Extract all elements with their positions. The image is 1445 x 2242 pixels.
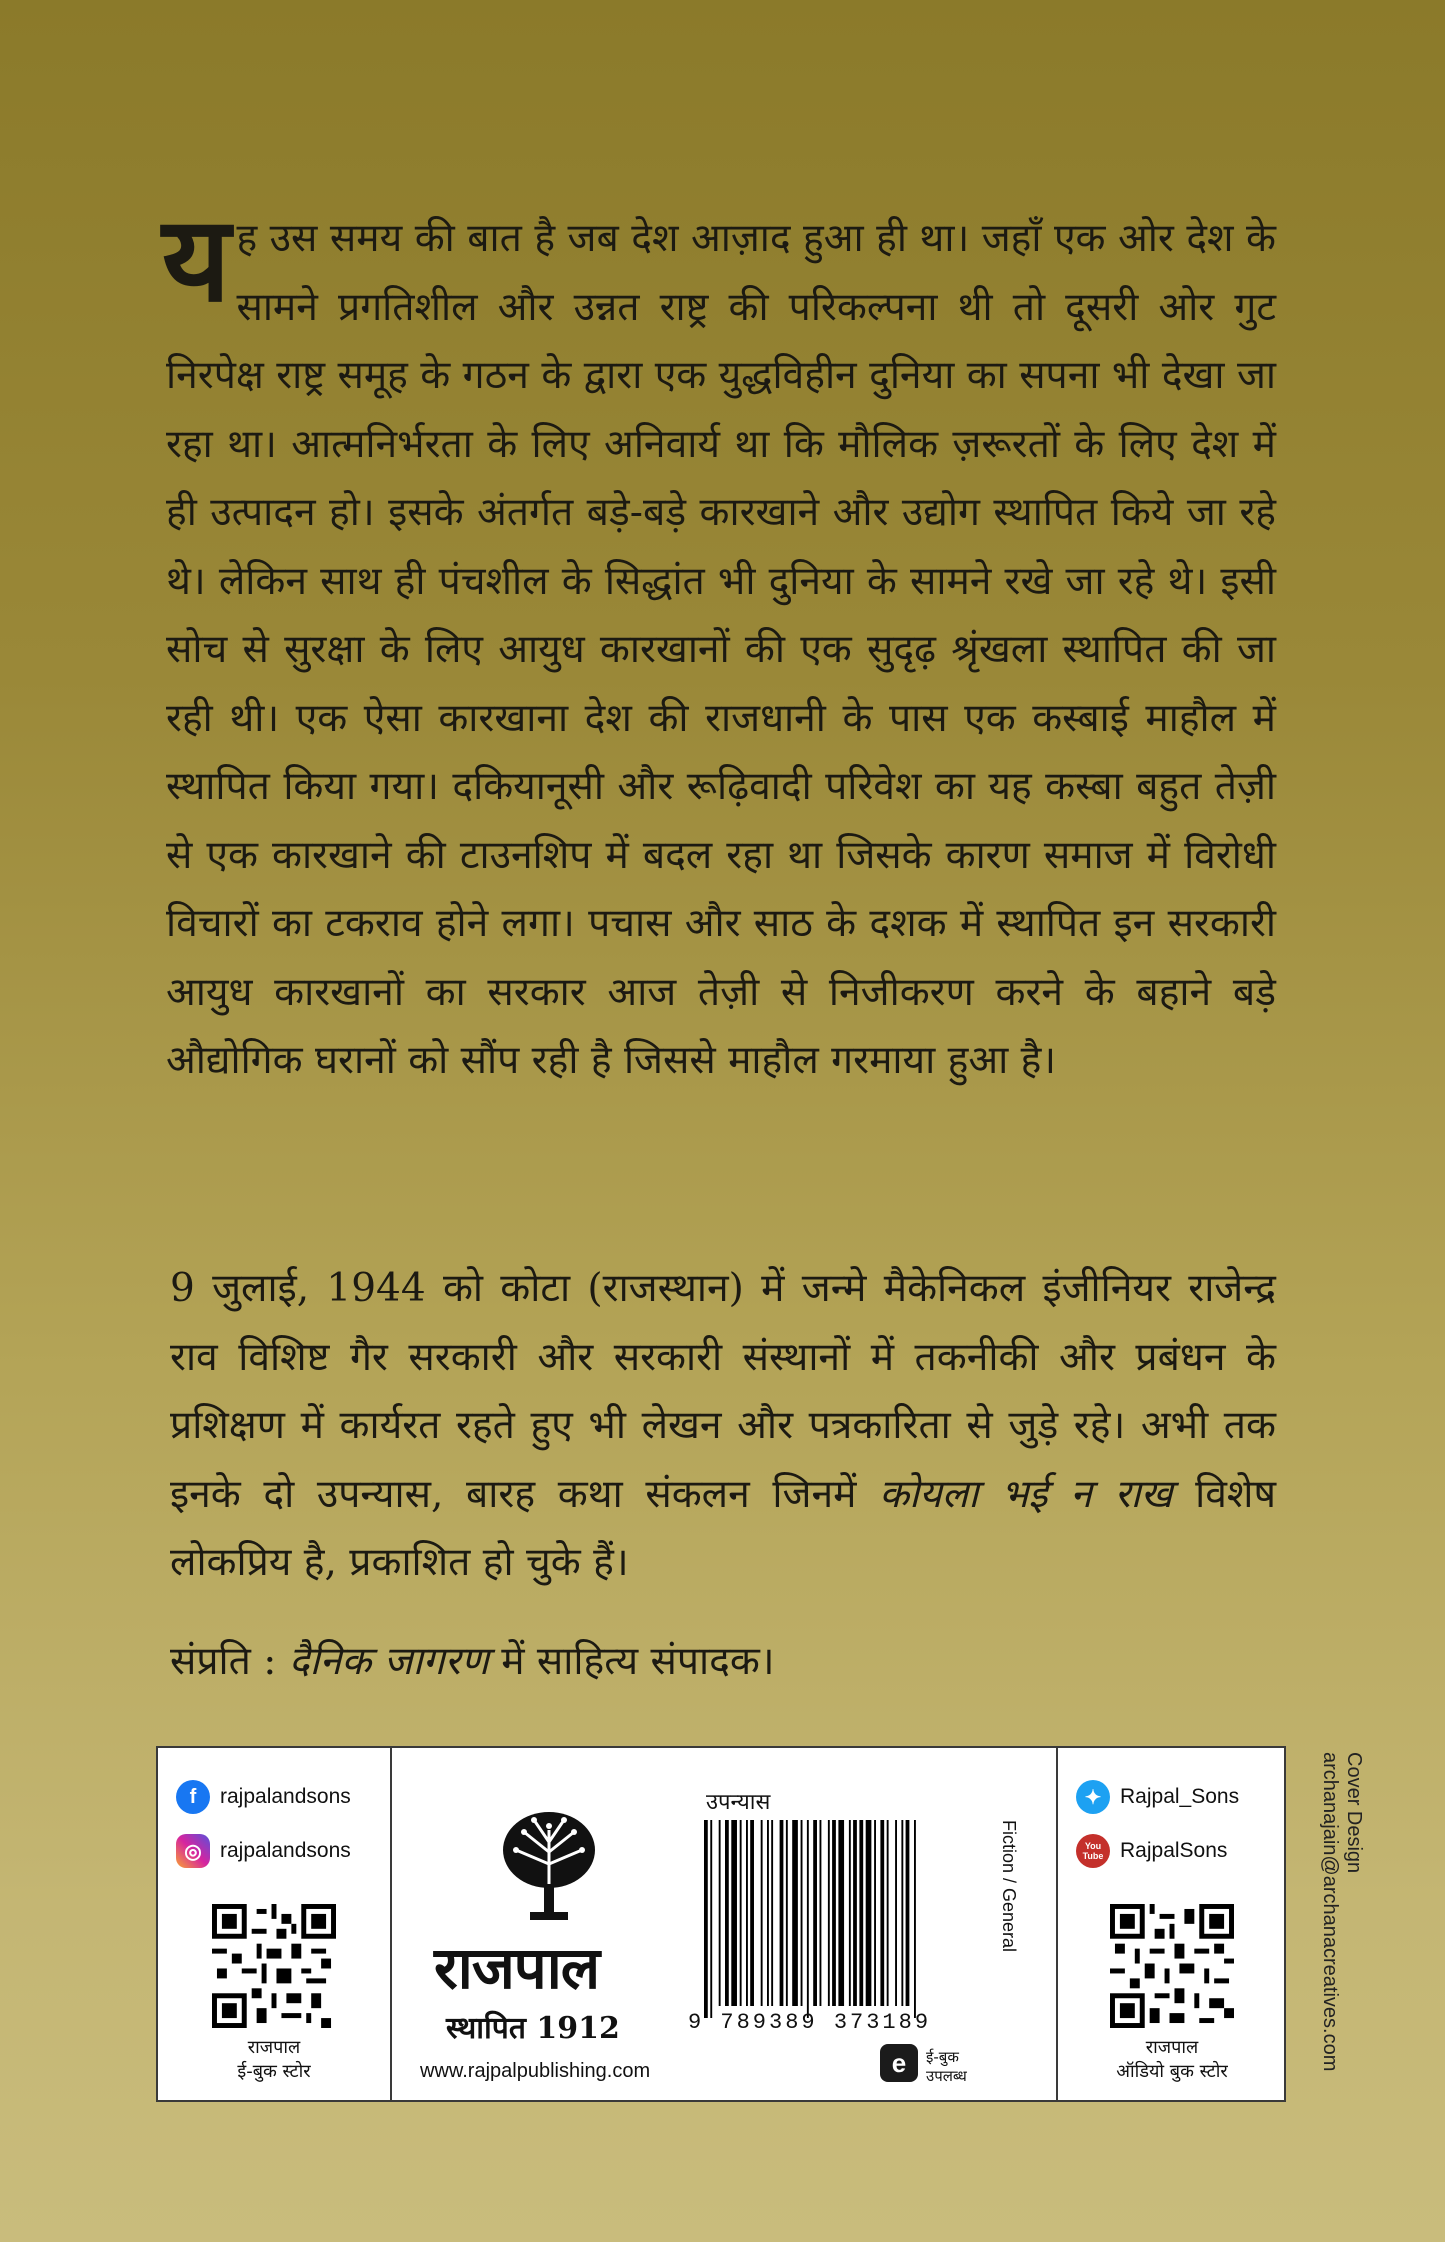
right-social-column [1056,1748,1286,2100]
newspaper-name: दैनिक जागरण [288,1639,489,1684]
blurb-text: ह उस समय की बात है जब देश आज़ाद हुआ ही था। जहाँ एक ओर देश के सामने प्रगतिशील और उन्नत राष्ट्र की परिकल्पना थी तो दूसरी ओर गुट निरपेक्ष राष्ट्र समूह के गठन के द्वारा एक युद्धविहीन दुनिया का सपना भी देखा जा रहा था। आत्मनिर्भरता के लिए अनिवार्य था कि मौलिक ज़रूरतों के लिए देश में ही उत्पादन हो। इसके अंतर्गत बड़े-बड़े कारखाने और उद्योग स्थापित किये जा रहे थे। लेकिन साथ ही पंचशील के सिद्धांत भी दुनिया के सामने रखे जा रहे थे। इसी सोच से सुरक्षा के लिए आयुध कारखानों की एक सुदृढ़ श्रृंखला स्थापित की जा रही थी। एक ऐसा कारखाना देश की राजधानी के पास एक कस्बाई माहौल में स्थापित किया गया। दकियानूसी और रूढ़िवादी परिवेश का यह कस्बा बहुत तेज़ी से एक कारखाने की टाउनशिप में बदल रहा था जिसके कारण समाज में विरोधी विचारों का टकराव होने लगा। पचास और साठ के दशक में स्थापित इन सरकारी आयुध कारखानों का सरकार आज तेज़ी से निजीकरण करने के बहाने बड़े औद्योगिक घरानों को सौंप रही है जिससे माहौल गरमाया हुआ है। [166,216,1276,1083]
publisher-panel [156,1746,1286,2102]
drop-cap: य [162,190,231,328]
instagram-handle: rajpalandsons [220,1839,351,1862]
twitter-icon: ✦ [1076,1780,1110,1814]
cover-design-credit [1318,1752,1366,2071]
publisher-established: स्थापित 1912 [446,2011,620,2046]
instagram-icon: ◎ [176,1834,210,1868]
current-prefix: संप्रति : [170,1639,277,1684]
audiobook-store-caption [1058,2036,1286,2084]
book-title-italic: कोयला भई न राख [879,1471,1173,1517]
publisher-website-link[interactable]: www.rajpalpublishing.com [420,2060,651,2082]
ebook-label-line: उपलब्ध [926,2067,967,2085]
credit-email: archanajain@archanacreatives.com [1319,1752,1341,2072]
instagram-link[interactable] [176,1834,351,1868]
caption-line: राजपाल [1145,2037,1199,2058]
ebook-store-caption [158,2036,390,2084]
youtube-handle: RajpalSons [1120,1839,1228,1862]
author-bio-text: 9 जुलाई, 1944 को कोटा (राजस्थान) में जन्मे मैकेनिकल इंजीनियर राजेन्द्र राव विशिष्ट गैर सरकारी और सरकारी संस्थानों में तकनीकी और प्रबंधन के प्रशिक्षण में कार्यरत रहते हुए भी लेखन और पत्रकारिता से जुड़े रहे। अभी तक इनके दो उपन्यास, बारह कथा संकलन जिनमें [170,1266,1276,1517]
ebook-label-line: ई-बुक [926,2048,959,2066]
facebook-handle: rajpalandsons [220,1785,351,1808]
tree-logo-icon [494,1802,604,1926]
caption-line: राजपाल [247,2037,301,2058]
caption-line: ऑडियो बुक स्टोर [1116,2061,1228,2082]
youtube-link[interactable] [1076,1834,1227,1868]
author-bio [170,1255,1276,1598]
genre-hindi: उपन्यास [706,1790,771,1815]
current-position [170,1628,1276,1696]
caption-line: ई-बुक स्टोर [237,2061,311,2082]
audiobook-store-qr-code[interactable] [1110,1904,1234,2028]
ebook-store-qr-code[interactable] [212,1904,336,2028]
left-social-column [158,1748,392,2100]
twitter-handle: Rajpal_Sons [1120,1785,1240,1808]
facebook-icon: f [176,1780,210,1814]
genre-english: Fiction / General [999,1820,1019,1953]
isbn-barcode [700,1820,978,2018]
credit-title: Cover Design [1343,1752,1365,1874]
publisher-logo-wordmark: राजपाल [434,1934,600,2002]
ebook-available-label [926,2048,967,2086]
isbn-number: 9 789389 373189 [688,2010,932,2035]
book-blurb [162,190,1276,1096]
twitter-link[interactable] [1076,1780,1239,1814]
youtube-icon: You Tube [1076,1834,1110,1868]
ebook-icon: e [880,2044,918,2082]
author-bio-text-end: विशेष लोकप्रिय है, प्रकाशित हो चुके हैं। [170,1471,1276,1585]
current-suffix: में साहित्य संपादक। [501,1639,775,1684]
facebook-link[interactable] [176,1780,351,1814]
